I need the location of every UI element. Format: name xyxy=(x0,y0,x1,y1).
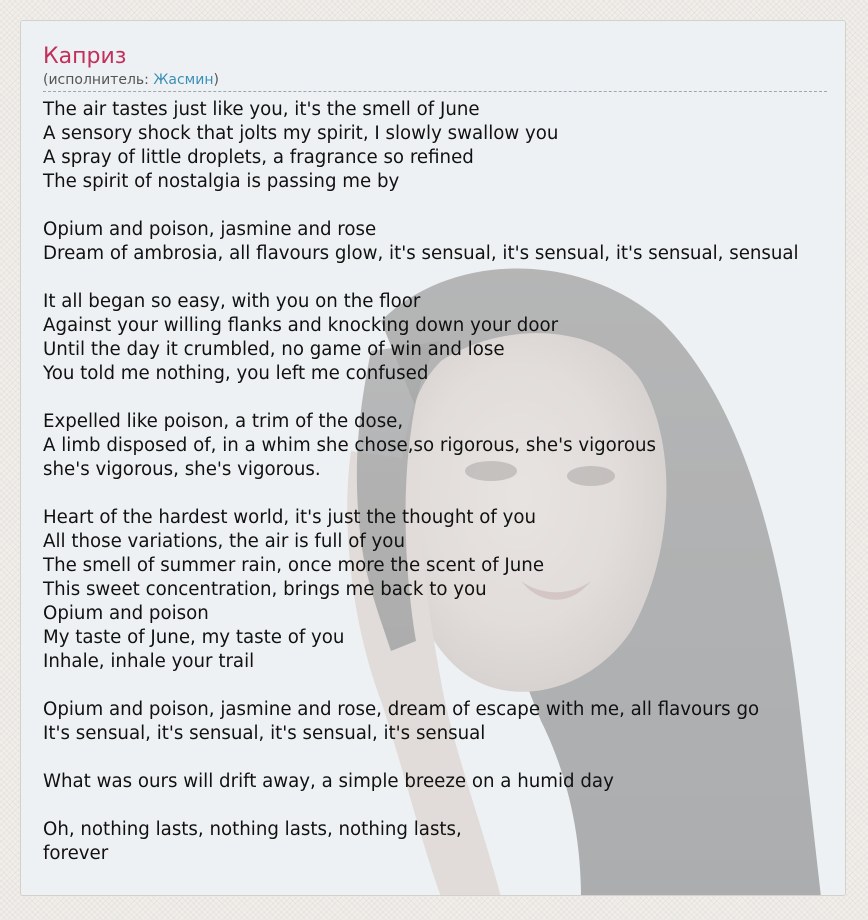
lyrics-line: All those variations, the air is full of you xyxy=(43,531,405,552)
lyrics-stanza xyxy=(43,698,827,746)
lyrics-line: Opium and poison xyxy=(43,603,209,624)
lyrics-line: It's sensual, it's sensual, it's sensual, it's sensual xyxy=(43,723,486,744)
lyrics-stanza xyxy=(43,818,827,866)
lyrics-line: A sensory shock that jolts my spirit, I slowly swallow you xyxy=(43,123,559,144)
lyrics-line: Dream of ambrosia, all flavours glow, it's sensual, it's sensual, it's sensual, sensual xyxy=(43,243,799,264)
lyrics-stanza xyxy=(43,770,827,794)
performer-line xyxy=(43,71,827,92)
lyrics-line: Opium and poison, jasmine and rose, dream of escape with me, all flavours go xyxy=(43,699,760,720)
lyrics-line: Against your willing flanks and knocking down your door xyxy=(43,315,559,336)
lyrics-card xyxy=(20,20,846,896)
performer-suffix: ) xyxy=(213,72,219,88)
lyrics-line: The spirit of nostalgia is passing me by xyxy=(43,171,400,192)
lyrics-stanza xyxy=(43,218,827,266)
lyrics-line: The smell of summer rain, once more the scent of June xyxy=(43,555,545,576)
song-title: Каприз xyxy=(43,44,127,69)
lyrics-line: Until the day it crumbled, no game of win and lose xyxy=(43,339,505,360)
lyrics-line: A spray of little droplets, a fragrance so refined xyxy=(43,147,474,168)
performer-prefix: (исполнитель: xyxy=(43,72,154,88)
lyrics-line: Opium and poison, jasmine and rose xyxy=(43,219,377,240)
lyrics-text xyxy=(43,98,827,866)
lyrics-line: Heart of the hardest world, it's just the thought of you xyxy=(43,507,536,528)
lyrics-line: A limb disposed of, in a whim she chose,so rigorous, she's vigorous xyxy=(43,435,657,456)
lyrics-line: The air tastes just like you, it's the smell of June xyxy=(43,99,480,120)
lyrics-stanza xyxy=(43,506,827,674)
lyrics-line: forever xyxy=(43,843,109,864)
performer-link[interactable]: Жасмин xyxy=(153,72,214,88)
lyrics-stanza xyxy=(43,98,827,194)
lyrics-line: My taste of June, my taste of you xyxy=(43,627,345,648)
lyrics-line: she's vigorous, she's vigorous. xyxy=(43,459,321,480)
lyrics-line: Oh, nothing lasts, nothing lasts, nothing lasts, xyxy=(43,819,462,840)
lyrics-line: You told me nothing, you left me confused xyxy=(43,363,429,384)
lyrics-stanza xyxy=(43,290,827,386)
lyrics-stanza xyxy=(43,410,827,482)
lyrics-line: What was ours will drift away, a simple breeze on a humid day xyxy=(43,771,614,792)
song-content xyxy=(43,43,827,866)
lyrics-line: It all began so easy, with you on the floor xyxy=(43,291,421,312)
lyrics-line: Inhale, inhale your trail xyxy=(43,651,255,672)
lyrics-line: Expelled like poison, a trim of the dose, xyxy=(43,411,404,432)
lyrics-line: This sweet concentration, brings me back to you xyxy=(43,579,487,600)
